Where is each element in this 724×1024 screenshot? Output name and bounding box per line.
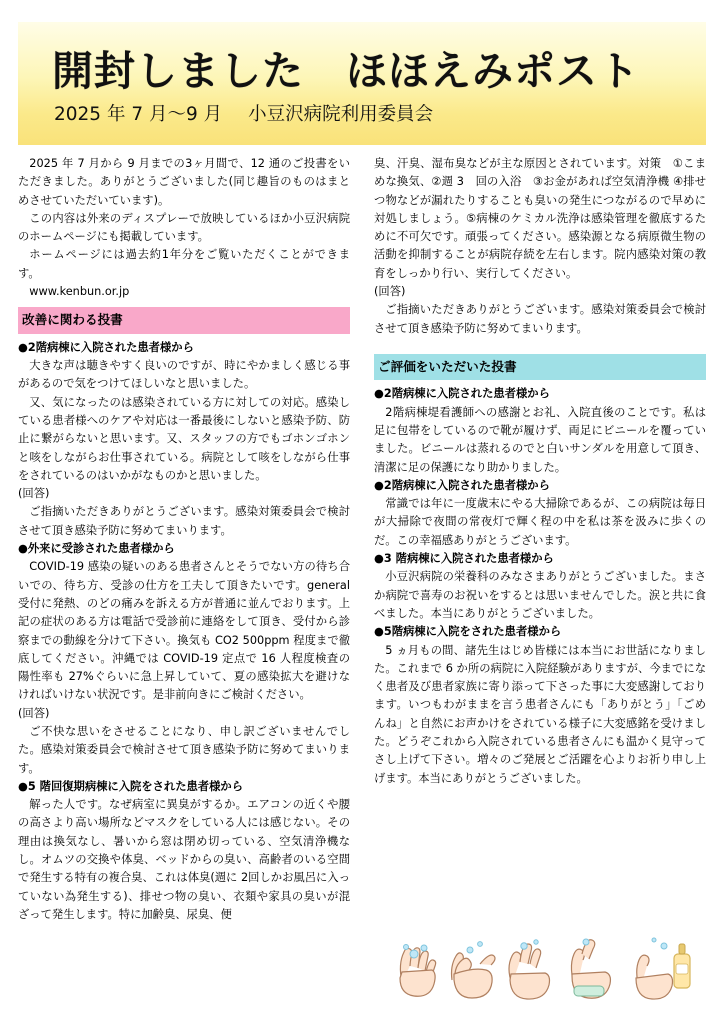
intro-paragraph-1: 2025 年 7 月から 9 月までの3ヶ月間で、12 通のご投書をいただきました。ありがとうございました(同じ趣旨のものはまとめさせていただいています)。 <box>18 157 350 207</box>
letter-body: COVID-19 感染の疑いのある患者さんとそうでない方の待ち合いでの、待ち方、受診の仕方を工夫して頂きたいです。general 受付に発熱、のどの痛みを訴える方が普通に並んでおります。上記の症状のある方は電話で受診前に連絡をして頂き、受付から診察までの動線を分けて下さい。換気も CO2 500ppm 程度まで徹底してください。沖縄では COVID-19 定点で 16 人程度検査の陽性率も 27%ぐらいに急上昇していて、夏の感染拡大を避けなければいけない状況です。是非前向きにご検討ください。 <box>18 560 350 702</box>
letter-body: 常識では年に一度歳末にやる大掃除であるが、この病院は毎日が大掃除で夜間の常夜灯で輝く程の中を私は茶を汲みに歩くのだ。この幸福感ありがとうございます。 <box>374 497 706 547</box>
body-columns <box>18 155 706 924</box>
continuation-body: 臭、汗臭、湿布臭などが主な原因とされています。対策 ①こまめな換気、②週 3 回の入浴 ③お金があれば空気清浄機 ④排せつ物などが漏れたりすることも臭いの発生につながるので早めに対処しましょう。⑤病棟のケミカル洗浄は感染管理を徹底するために不可欠です。頑張ってください。感染源となる病原微生物の活動を抑制することが病院存続を左右します。院内感染対策の教育をしっかり行い、実行してください。 <box>374 157 706 280</box>
reply-label: (回答) <box>18 487 50 501</box>
committee-name: 小豆沢病院利用委員会 <box>248 104 434 125</box>
reply-body: ご不快な思いをさせることになり、申し訳ございませんでした。感染対策委員会で検討させて頂き感染予防に努めてまいります。 <box>18 725 350 775</box>
letter-heading: ●外来に受診された患者様から <box>18 542 175 556</box>
letter-heading: ●5階病棟に入院をされた患者様から <box>374 625 562 639</box>
letter-heading: ●2階病棟に入院された患者様から <box>374 387 550 401</box>
letter-body: 解った人です。なぜ病室に異臭がするか。エアコンの近くや腰の高さより高い場所などマスクをしている人には感じない。その理由は換気なし、暑いから窓は閉め切っている、空気清浄機なし。オムツの交換や体臭、ベッドからの臭い、高齢者のいる空間で発生する特有の複合臭、これは体臭(週に 2回しかお風呂に入っていない為発生する)、排せつ物の臭い、衣類や家具の臭いが混ざって発生します。特に加齢臭、尿臭、便 <box>18 798 350 921</box>
website-url[interactable]: www.kenbun.or.jp <box>29 285 130 299</box>
reply-label: (回答) <box>374 285 406 299</box>
intro-paragraph-2: この内容は外来のディスプレーで放映しているほか小豆沢病院のホームページにも掲載しています。 <box>18 211 350 244</box>
letter-body: 2階病棟堤看護師への感謝とお礼、入院直後のことです。私は足に包帯をしているので靴が履けず、両足にビニールを覆っていました。ビニールは蒸れるのでと白いサンダルを用意して頂き、清潔に足の保護になり助かりました。 <box>374 405 706 474</box>
reply-label: (回答) <box>18 706 50 720</box>
intro-paragraph-3: ホームページには過去約1年分をご覧いただくことができます。 <box>18 248 350 280</box>
section-heading-improvements: 改善に関わる投書 <box>18 307 350 333</box>
left-column <box>18 155 350 924</box>
letter-heading: ●5 階回復期病棟に入院をされた患者様から <box>18 779 243 793</box>
letter-heading: ●2階病棟に入院された患者様から <box>374 478 550 492</box>
right-column <box>374 155 706 924</box>
letter-body: 小豆沢病院の栄養科のみなさまありがとうございました。まさか病院で喜寿のお祝いをするとは思いませんでした。涙と共に食べました。本当にありがとうございました。 <box>374 570 706 620</box>
section-heading-appreciation: ご評価をいただいた投書 <box>374 354 706 380</box>
reply-body: ご指摘いただきありがとうございます。感染対策委員会で検討させて頂き感染予防に努めてまいります。 <box>374 303 706 335</box>
letter-body: 大きな声は聴きやすく良いのですが、時にやかましく感じる事があるので気をつけてほしいなと思いました。 <box>18 359 350 391</box>
letter-heading: ●3 階病棟に入院された患者様から <box>374 552 554 566</box>
hand-washing-steps-icon <box>388 920 698 1006</box>
letter-body: 5 ヵ月もの間、諸先生はじめ皆様には本当にお世話になりました。これまで 6 か所の病院に入院経験がありますが、今までになく患者及び患者家族に寄り添って下さった事に大変感謝しております。いつもわがままを言う患者さんにも「ありがとう」「ごめんね」と自然にお声かけをされている様子に大変感銘を受けました。どうぞこれから入院されている患者さんにも温かく見守ってさし上げて下さい。増々のご発展とご活躍を心よりお祈り申し上げます。本当にありがとうございました。 <box>374 643 706 785</box>
header-banner <box>18 22 706 145</box>
letter-body: 又、気になったのは感染されている方に対しての対応。感染している患者様へのケアや対応は一番最後にしないと感染予防、防止に繋がらないと思います。又、スタッフの方でもゴホンゴホンと咳をしながらお仕事されている。病院として咳をしながら仕事をされているのはいかがなものかと思いました。 <box>18 395 350 482</box>
page-title: 開封しました ほほえみポスト <box>52 47 640 95</box>
issue-period: 2025 年 7 月～9 月 <box>54 104 223 125</box>
reply-body: ご指摘いただきありがとうございます。感染対策委員会で検討させて頂き感染予防に努めてまいります。 <box>18 505 350 537</box>
banner-subtitle <box>54 100 433 126</box>
letter-heading: ●2階病棟に入院された患者様から <box>18 340 194 354</box>
